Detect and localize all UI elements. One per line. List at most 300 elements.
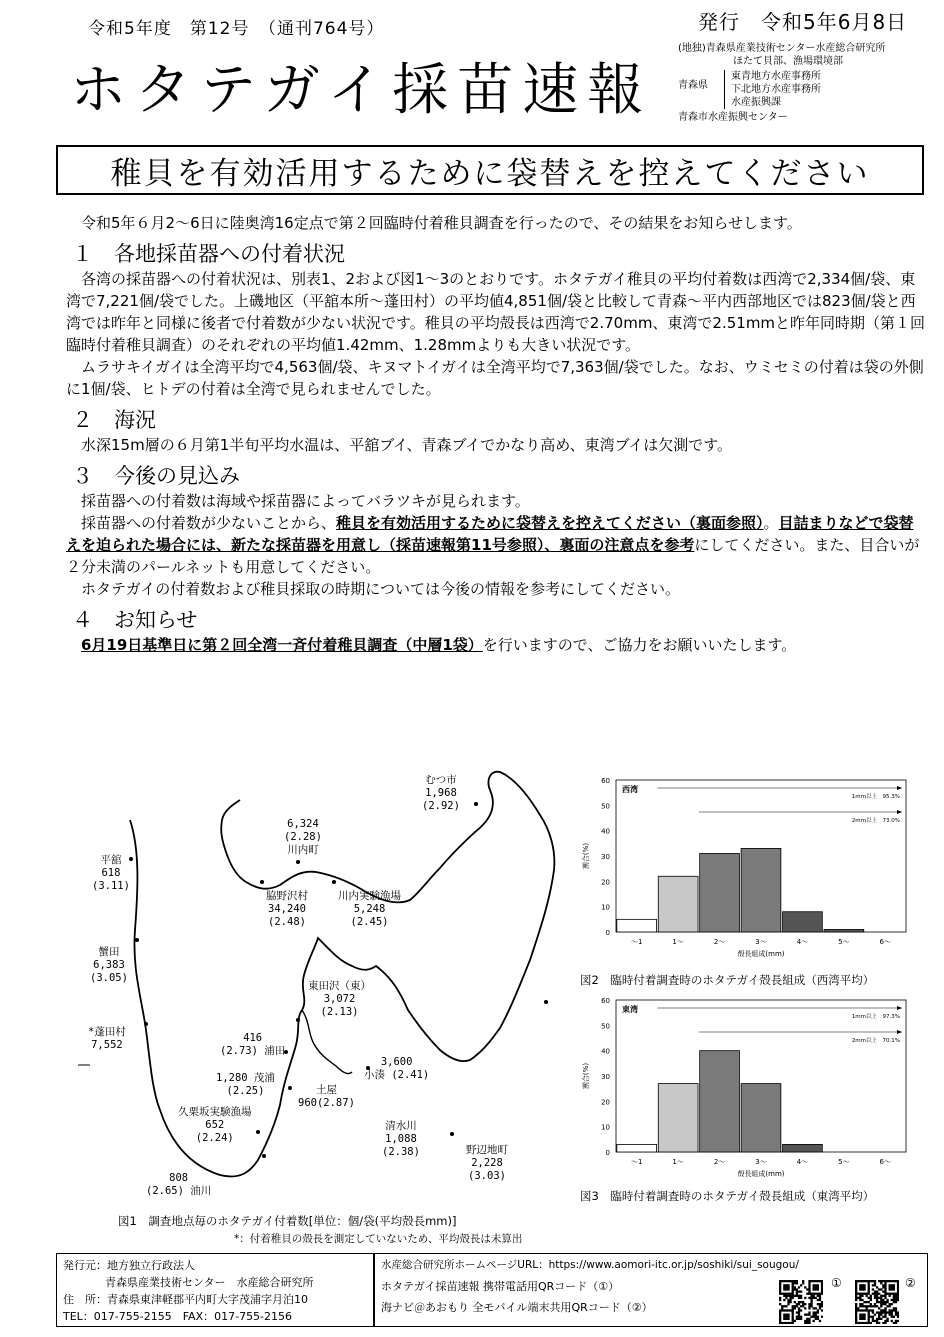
qr-module [783, 1316, 785, 1318]
qr2-description: 海ナビ＠あおもり 全モバイル端末共用QRコード（②） [381, 1301, 653, 1314]
qr-module [779, 1284, 781, 1286]
qr-module [884, 1314, 886, 1316]
figure3-caption: 図3 臨時付着調査時のホタテガイ殻長組成（東湾平均） [580, 1189, 875, 1203]
qr-module [859, 1318, 861, 1320]
qr-module [859, 1316, 861, 1318]
qr-module [872, 1320, 874, 1322]
qr-module [874, 1295, 876, 1297]
qr-module [893, 1286, 895, 1288]
arrow-head [897, 810, 902, 814]
qr-module [779, 1320, 781, 1322]
qr-module [878, 1293, 880, 1295]
qr-module [779, 1282, 781, 1284]
qr-module [859, 1305, 861, 1307]
qr-module [819, 1295, 821, 1297]
qr-module [808, 1305, 810, 1307]
emphasis: 6月19日基準日に第２回全湾一斉付着稚貝調査（中層1袋） [81, 636, 483, 654]
x-tick-label: 4～ [796, 1158, 809, 1166]
org-line: ほたて貝部、漁場環境部 [733, 56, 843, 67]
station-label-tairadate: 平舘 618 (3.11) [92, 854, 130, 892]
y-tick-label: 50 [601, 1022, 610, 1031]
qr-module [783, 1288, 785, 1290]
qr-module [872, 1280, 874, 1282]
qr-module [874, 1284, 876, 1286]
qr-module [891, 1311, 893, 1313]
qr-module [779, 1322, 781, 1324]
qr-module [876, 1286, 878, 1288]
qr-module [889, 1280, 891, 1282]
qr-module [792, 1288, 794, 1290]
qr-module [808, 1307, 810, 1309]
qr-module [884, 1286, 886, 1288]
publisher-orgs [678, 42, 938, 124]
qr-module [882, 1295, 884, 1297]
qr-module [787, 1299, 789, 1301]
qr-module [868, 1305, 870, 1307]
qr-module [886, 1311, 888, 1313]
qr-module [857, 1293, 859, 1295]
qr-module [783, 1299, 785, 1301]
qr-module [868, 1280, 870, 1282]
qr-module [874, 1282, 876, 1284]
qr-module [897, 1297, 899, 1299]
paragraph: ホタテガイの付着数および稚貝採取の時期については今後の情報を参考にしてください。 [81, 580, 680, 598]
qr-module [880, 1318, 882, 1320]
qr-module [895, 1301, 897, 1303]
qr-module [861, 1284, 863, 1286]
qr-module [792, 1286, 794, 1288]
qr1-description: ホタテガイ採苗速報 携帯電話用QRコード（①） [381, 1280, 620, 1293]
qr-module [810, 1299, 812, 1301]
qr-module [779, 1280, 781, 1282]
qr-module [863, 1322, 865, 1324]
qr-module [792, 1284, 794, 1286]
qr2-label: ② [905, 1276, 916, 1290]
x-tick-label: 1～ [672, 1158, 684, 1166]
qr-module [878, 1314, 880, 1316]
qr-module [798, 1318, 800, 1320]
qr-module [783, 1293, 785, 1295]
qr-module [868, 1309, 870, 1311]
chart-west-bay [576, 770, 916, 970]
qr-module [779, 1286, 781, 1288]
qr-module [872, 1318, 874, 1320]
qr-module [779, 1290, 781, 1292]
qr-module [880, 1297, 882, 1299]
article-body [66, 212, 926, 656]
qr-module [813, 1311, 815, 1313]
qr-module [893, 1288, 895, 1290]
y-tick-label: 0 [605, 1149, 610, 1157]
qr-module [874, 1280, 876, 1282]
qr-module [798, 1301, 800, 1303]
pref-orgs [724, 70, 821, 109]
qr-module [813, 1320, 815, 1322]
qr-module [897, 1290, 899, 1292]
text: 。 [763, 514, 779, 532]
qr-module [785, 1305, 787, 1307]
qr-module [785, 1284, 787, 1286]
x-tick-label: 6～ [879, 1158, 892, 1166]
qr-module [886, 1305, 888, 1307]
qr-module [897, 1288, 899, 1290]
qr-module [855, 1282, 857, 1284]
station-dot [450, 1132, 454, 1136]
x-tick-label: 5～ [838, 938, 850, 946]
qr-module [863, 1316, 865, 1318]
qr-module [895, 1297, 897, 1299]
qr-module [872, 1311, 874, 1313]
qr-module [785, 1297, 787, 1299]
qr1-label: ① [831, 1276, 842, 1290]
qr-module [789, 1293, 791, 1295]
y-tick-label: 10 [601, 903, 610, 912]
qr-module [859, 1284, 861, 1286]
station-label-kojirou: 3,600 小湊 (2.41) [364, 1056, 430, 1081]
qr-module [874, 1305, 876, 1307]
qr-module [878, 1288, 880, 1290]
qr-module [804, 1322, 806, 1324]
qr-module [882, 1299, 884, 1301]
qr-module [819, 1299, 821, 1301]
station-label-wakinosawa: 脇野沢村 34,240 (2.48) [266, 890, 308, 928]
qr-module [819, 1320, 821, 1322]
qr-module [868, 1284, 870, 1286]
qr-module [779, 1311, 781, 1313]
qr-module [891, 1280, 893, 1282]
qr-module [792, 1322, 794, 1324]
qr-module [796, 1280, 798, 1282]
qr-module [884, 1307, 886, 1309]
qr-module [897, 1282, 899, 1284]
qr-module [861, 1322, 863, 1324]
qr-module [783, 1309, 785, 1311]
paragraph [66, 634, 926, 656]
qr-module [808, 1288, 810, 1290]
x-tick-label: 6～ [879, 938, 892, 946]
qr-module [855, 1320, 857, 1322]
qr-module [789, 1309, 791, 1311]
qr-module [874, 1320, 876, 1322]
qr-module [889, 1303, 891, 1305]
qr-module [882, 1316, 884, 1318]
qr-module [800, 1305, 802, 1307]
qr-module [884, 1322, 886, 1324]
qr-module [789, 1301, 791, 1303]
qr-module [792, 1280, 794, 1282]
qr-module [859, 1303, 861, 1305]
qr-module [897, 1280, 899, 1282]
qr-module [895, 1314, 897, 1316]
qr-module [804, 1286, 806, 1288]
qr-module [884, 1309, 886, 1311]
qr-module [781, 1322, 783, 1324]
x-tick-label: 4～ [796, 938, 809, 946]
qr-module [882, 1303, 884, 1305]
qr-module [880, 1299, 882, 1301]
section-heading: ４ お知らせ [72, 608, 198, 632]
qr-module [893, 1309, 895, 1311]
qr-module [794, 1320, 796, 1322]
x-axis-label: 殻長組成(mm) [737, 1170, 785, 1178]
qr-module [783, 1305, 785, 1307]
qr-module [821, 1293, 823, 1295]
qr-module [817, 1316, 819, 1318]
y-tick-label: 30 [601, 1073, 610, 1081]
station-label-aburakawa: 808 (2.65) 油川 [146, 1172, 212, 1197]
qr-module [884, 1297, 886, 1299]
footer-line: 発行元：地方独立行政法人 [63, 1259, 195, 1272]
qr-module [821, 1309, 823, 1311]
qr-module [817, 1284, 819, 1286]
qr-module [779, 1297, 781, 1299]
qr-module [891, 1314, 893, 1316]
qr-module [792, 1318, 794, 1320]
qr-module [884, 1316, 886, 1318]
qr-module [798, 1286, 800, 1288]
qr-module [872, 1316, 874, 1318]
qr-module [876, 1320, 878, 1322]
qr-module [893, 1322, 895, 1324]
section-heading: ２ 海況 [72, 408, 156, 432]
qr-module [821, 1305, 823, 1307]
qr-module [806, 1288, 808, 1290]
annotation-label: 2mm以上 73.0% [851, 818, 900, 824]
x-tick-label: 3～ [755, 938, 767, 946]
qr-module [808, 1280, 810, 1282]
qr-module [878, 1322, 880, 1324]
qr-module [806, 1320, 808, 1322]
qr-module [815, 1293, 817, 1295]
station-dot [262, 1154, 266, 1158]
qr-module [861, 1288, 863, 1290]
qr-code-uminavi[interactable] [855, 1280, 899, 1324]
qr-module [884, 1320, 886, 1322]
publish-date: 発行 令和5年6月8日 [698, 10, 908, 34]
figure1-note: *：付着稚貝の殻長を測定していないため、平均殻長は未算出 [234, 1233, 523, 1245]
qr-module [792, 1297, 794, 1299]
section-heading: １ 各地採苗器への付着状況 [72, 242, 345, 266]
qr-module [789, 1280, 791, 1282]
qr-module [865, 1293, 867, 1295]
qr-module [893, 1280, 895, 1282]
qr-module [882, 1290, 884, 1292]
qr-module [884, 1301, 886, 1303]
qr-module [855, 1295, 857, 1297]
qr-module [785, 1295, 787, 1297]
qr-module [794, 1282, 796, 1284]
qr-module [872, 1284, 874, 1286]
qr-module [815, 1297, 817, 1299]
qr-module [878, 1280, 880, 1282]
qr-module [779, 1314, 781, 1316]
station-dot [296, 860, 300, 864]
qr-module [889, 1284, 891, 1286]
qr-module [821, 1284, 823, 1286]
x-tick-label: 3～ [755, 1158, 767, 1166]
qr-module [863, 1280, 865, 1282]
qr-module [806, 1322, 808, 1324]
chart-east-bay [576, 990, 916, 1190]
qr-module [804, 1297, 806, 1299]
y-axis-label: 割合(%) [582, 1062, 590, 1090]
qr-module [855, 1288, 857, 1290]
qr-module [893, 1293, 895, 1295]
station-label-mutsu: むつ市 1,968 (2.92) [422, 774, 460, 812]
qr-module [895, 1280, 897, 1282]
qr-module [798, 1309, 800, 1311]
qr-module [810, 1295, 812, 1297]
emphasis: 稚貝を有効活用するために袋替えを控えてください（裏面参照） [336, 514, 764, 532]
homepage-url[interactable]: 水産総合研究所ホームページURL：https://www.aomori-itc.or.jp/soshiki/sui_sougou/ [381, 1259, 799, 1271]
qr-module [796, 1316, 798, 1318]
qr-module [880, 1311, 882, 1313]
qr-module [880, 1301, 882, 1303]
y-tick-label: 60 [601, 997, 610, 1005]
qr-module [821, 1303, 823, 1305]
qr-module [781, 1293, 783, 1295]
qr-module [889, 1311, 891, 1313]
qr-module [884, 1295, 886, 1297]
station-dot [144, 1022, 148, 1026]
qr-module [794, 1286, 796, 1288]
qr-module [800, 1301, 802, 1303]
qr-module [796, 1295, 798, 1297]
qr-module [868, 1322, 870, 1324]
arrow-head [897, 1030, 902, 1034]
qr-module [785, 1318, 787, 1320]
qr-module [880, 1280, 882, 1282]
qr-module [792, 1309, 794, 1311]
qr-module [804, 1314, 806, 1316]
qr-module [863, 1293, 865, 1295]
org-line: 東青地方水産事務所 [731, 71, 821, 82]
qr-module [884, 1280, 886, 1282]
qr-module [815, 1288, 817, 1290]
qr-module [808, 1286, 810, 1288]
qr-module [798, 1290, 800, 1292]
qr-module [872, 1293, 874, 1295]
qr-module [802, 1303, 804, 1305]
x-tick-label: ～1 [630, 1158, 643, 1166]
qr-module [800, 1290, 802, 1292]
qr-module [895, 1307, 897, 1309]
qr-module [859, 1288, 861, 1290]
qr-module [821, 1280, 823, 1282]
qr-module [865, 1295, 867, 1297]
qr-module [804, 1320, 806, 1322]
qr-module [779, 1299, 781, 1301]
station-dot [288, 1086, 292, 1090]
station-label-tsuchiya: 土屋 960(2.87) [298, 1084, 355, 1109]
qr-module [855, 1290, 857, 1292]
qr-module [897, 1295, 899, 1297]
footer-links [374, 1253, 928, 1327]
qr-module [868, 1293, 870, 1295]
y-tick-label: 10 [601, 1123, 610, 1132]
qr-module [863, 1309, 865, 1311]
qr-module [882, 1322, 884, 1324]
org-line: 水産振興課 [731, 97, 781, 108]
qr-module [792, 1293, 794, 1295]
qr-module [882, 1311, 884, 1313]
qr-module [817, 1318, 819, 1320]
qr-module [897, 1299, 899, 1301]
qr-module [855, 1280, 857, 1282]
x-tick-label: 1～ [672, 938, 684, 946]
qr-module [880, 1282, 882, 1284]
qr-module [821, 1316, 823, 1318]
qr-module [821, 1288, 823, 1290]
qr-module [792, 1316, 794, 1318]
qr-module [870, 1297, 872, 1299]
qr-module [783, 1295, 785, 1297]
qr-module [889, 1295, 891, 1297]
qr-module [863, 1288, 865, 1290]
bay-map [70, 760, 570, 1200]
qr-module [798, 1307, 800, 1309]
qr-module [857, 1280, 859, 1282]
qr-module [895, 1309, 897, 1311]
qr-module [779, 1318, 781, 1320]
qr-module [861, 1286, 863, 1288]
issue-number: 令和5年度 第12号 （通刊764号） [88, 19, 385, 39]
paragraph: 各湾の採苗器への付着状況は、別表1、2および図1～3のとおりです。ホタテガイ稚貝の平均付着数は西湾で2,334個/袋、東湾で7,221個/袋でした。上磯地区（平舘本所～蓬田村）の平均値4,851個/袋と比較して青森～平内西部地区では823個/袋と西湾では昨年と同様に後者で付着数が少ない状況です。稚貝の平均殻長は西湾で2.70mm、東湾で2.51mmと昨年同時期（第１回臨時付着稚貝調査）のそれぞれの平均値1.42mm、1.28mmよりも大きい状況です。 [66, 270, 926, 354]
x-tick-label: 2～ [713, 1158, 726, 1166]
qr-module [859, 1286, 861, 1288]
qr-module [787, 1314, 789, 1316]
inner-peninsula [302, 1010, 352, 1074]
qr-module [804, 1307, 806, 1309]
y-tick-label: 30 [601, 853, 610, 861]
qr-module [889, 1309, 891, 1311]
footer-phone: TEL：017-755-2155 FAX：017-755-2156 [63, 1310, 293, 1323]
qr-module [779, 1288, 781, 1290]
qr-module [878, 1301, 880, 1303]
qr-module [781, 1307, 783, 1309]
bar [617, 919, 657, 932]
qr-module [798, 1314, 800, 1316]
chart-title: 東湾 [622, 1005, 638, 1014]
qr-module [815, 1314, 817, 1316]
qr-module [800, 1316, 802, 1318]
qr-module [817, 1293, 819, 1295]
qr-module [785, 1314, 787, 1316]
qr-module [861, 1318, 863, 1320]
qr-module [810, 1316, 812, 1318]
qr-module [868, 1311, 870, 1313]
qr-module [810, 1297, 812, 1299]
bar [824, 929, 864, 932]
qr-module [792, 1311, 794, 1313]
qr-module [889, 1286, 891, 1288]
qr-module [863, 1314, 865, 1316]
qr-module [787, 1284, 789, 1286]
station-label-kawauchi: 6,324 (2.28) 川内町 [284, 818, 322, 856]
qr-module [783, 1284, 785, 1286]
bar [783, 1144, 823, 1152]
qr-module [819, 1305, 821, 1307]
qr-module [855, 1286, 857, 1288]
qr-module [870, 1295, 872, 1297]
qr-module [792, 1282, 794, 1284]
qr-module [808, 1311, 810, 1313]
qr-module [787, 1303, 789, 1305]
qr-code-mobile[interactable] [779, 1280, 823, 1324]
qr-module [813, 1316, 815, 1318]
x-tick-label: 5～ [838, 1158, 850, 1166]
station-dot [135, 938, 139, 942]
